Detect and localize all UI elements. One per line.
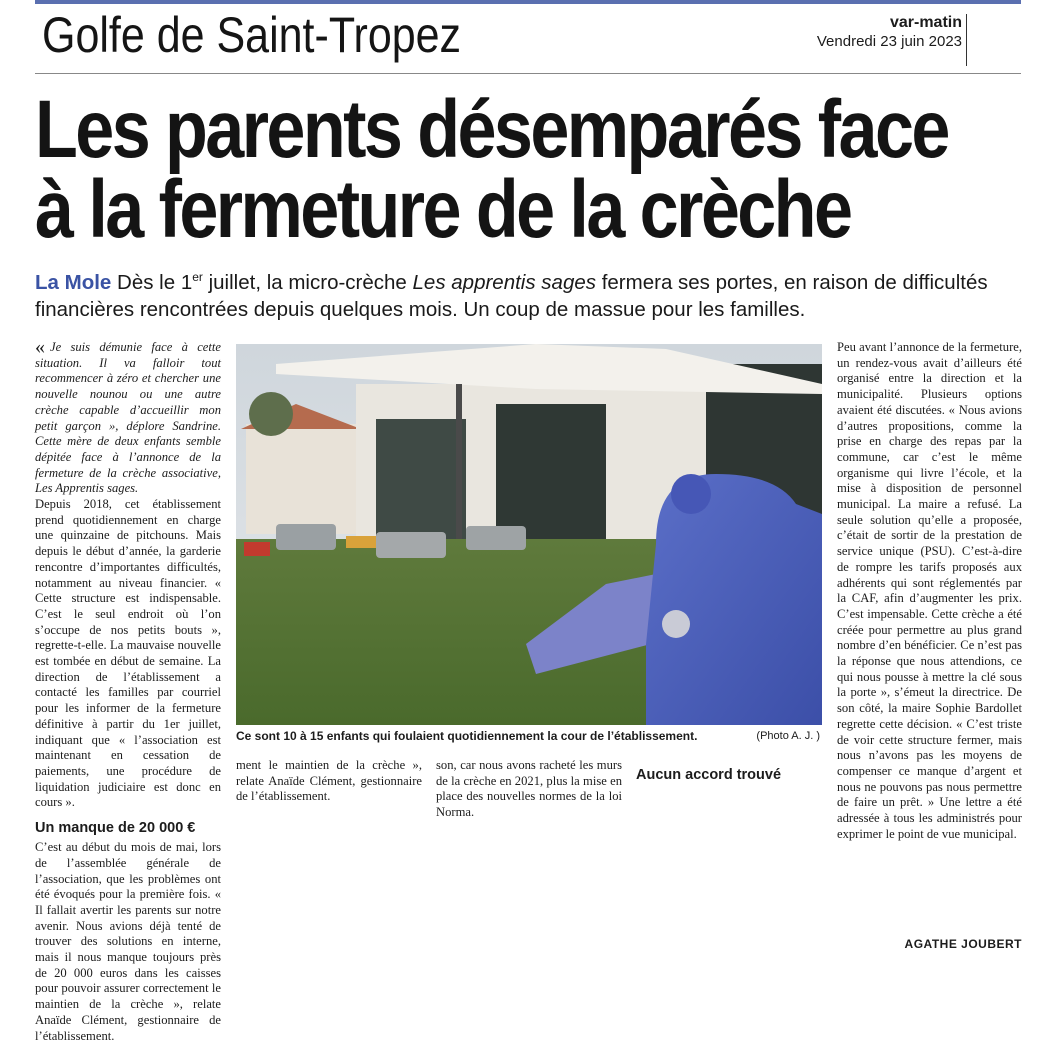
photo-caption xyxy=(236,726,822,746)
paragraph-4-part-2: son, car nous avons racheté les murs de la crèche en 2021, plus la mise en place des nouvelles normes de la loi Norma. xyxy=(436,758,622,820)
neighbour-house xyxy=(246,424,356,534)
article-column-4 xyxy=(636,758,821,787)
standfirst-text-3: fermera ses portes, en raison de difficultés financières rencontrées depuis quelques mois. Un coup de massue pour les familles. xyxy=(35,270,988,321)
standfirst-text-1: Dès le 1 xyxy=(111,270,193,294)
red-toy xyxy=(244,542,270,556)
sail-pole xyxy=(456,384,462,544)
paragraph-4-part-1: ment le maintien de la crèche », relate Anaïde Clément, gestionnaire de l’établissement. xyxy=(236,758,422,804)
article-photo xyxy=(236,344,822,725)
headline-line-2: à la fermeture de la crèche xyxy=(35,164,851,255)
creche-name: Les apprentis sages xyxy=(412,270,597,294)
article-column-5 xyxy=(837,340,1022,843)
play-element-2 xyxy=(376,532,446,558)
opening-quote-mark: « xyxy=(35,336,45,358)
paragraph-6: Peu avant l’annonce de la fermeture, un rendez-vous avait d’ailleurs été organisé entre la direction et la municipalité. Plusieurs options avaient été discutées. « Nous avions d’autres propositions, comme la prise en charge des repas par la commune, car c’est le même organisme qui livre l’école, et la mise à disposition de personnel municipal. La maire a refusé. La seule solution qu’elle a proposée, c’était de sortir de la prestation de service unique (PSU). C’est-à-dire de rompre les tarifs proposés aux adhérents qui sont réglementés par la CAF, afin d’augmenter les prix. C’est impensable. Cette crèche a été créée pour permettre au plus grand nombre d’en bénéficier. Ce n’est pas la réponse que nous attendions, ce qui nous pousse à mettre la clé sous la porte », s’émeut la directrice. De son côté, la maire Sophie Bardollet regrette cette décision. « C’est triste de voir cette structure fermer, mais nous n’avons pas les moyens de compenser ce manque d’argent et nous ne pouvons pas nous permettre de faire un prêt. » Une lettre a été adressée à tous les administrés pour exprimer le point de vue municipal. xyxy=(837,340,1022,841)
photo-credit: (Photo A. J. ) xyxy=(756,730,820,742)
playground-photo xyxy=(236,344,822,725)
headline-line-1: Les parents désemparés face xyxy=(35,84,948,175)
paragraph-3: C’est au début du mois de mai, lors de l’assemblée générale de l’association, que les problèmes ont été évoqués pour la première fois. « Il fallait avertir les parents sur notre avenir. Nous avions déjà tenté de trouver des solutions en interne, mais il nous manque toujours près de 20 000 euros dans les caisses pour pouvoir assurer correctement le maintien de la crèche », relate Anaïde Clément, gestionnaire de l’établissement. xyxy=(35,840,221,1043)
paragraph-2: Depuis 2018, cet établissement prend quotidiennement en charge une quinzaine de pitchouns. Mais depuis le début d’année, la garderie rencontre d’importantes difficultés, notamment au niveau financier. « Cette structure est indispensable. C’est le seul endroit où l’on s’occupe de nos petits bouts », regrette-t-elle. La mauvaise nouvelle est tombée en début de semaine. La direction de l’établissement a contacté les familles par courriel pour les informer de la fermeture définitive à partir du 1er juillet, indiquant que « l’association est maintenant en cessation de paiements, une procédure de liquidation judiciaire est donc en cours ». xyxy=(35,497,221,810)
subheading-1: Un manque de 20 000 € xyxy=(35,820,196,837)
blue-bear-rocker xyxy=(646,474,822,725)
publication-date: Vendredi 23 juin 2023 xyxy=(816,33,962,50)
standfirst-ordinal: er xyxy=(192,270,203,284)
masthead xyxy=(817,14,962,51)
headline xyxy=(35,84,948,255)
tree xyxy=(249,392,293,436)
paragraph-1-text: Je suis démunie face à cette situation. Il va falloir tout recommencer à zéro et chercher une nouvelle nounou ou une autre crèche capable d’accueillir mon petit garçon », déplore Sandrine. Cette mère de deux enfants semble dépitée face à l’annonce de la fermeture de la crèche associative, Les Apprentis sages. xyxy=(35,340,221,496)
author-signature: AGATHE JOUBERT xyxy=(904,937,1022,951)
window-left xyxy=(376,419,466,539)
play-element-3 xyxy=(466,526,526,550)
play-element-1 xyxy=(276,524,336,550)
header-rule xyxy=(35,73,1021,74)
article-column-1 xyxy=(35,336,221,1044)
subheading-2: Aucun accord trouvé xyxy=(636,767,782,783)
bear-ear xyxy=(671,474,711,514)
section-title: Golfe de Saint-Tropez xyxy=(42,7,462,63)
newspaper-name: var-matin xyxy=(889,14,962,31)
article-column-2 xyxy=(236,758,422,805)
article-column-3 xyxy=(436,758,622,821)
caption-text: Ce sont 10 à 15 enfants qui foulaient quotidiennement la cour de l’établissement. xyxy=(236,729,698,743)
bear-bolt xyxy=(662,610,690,638)
masthead-divider xyxy=(966,14,967,66)
paragraph-opening xyxy=(35,336,221,497)
dateline-place: La Mole xyxy=(35,270,112,294)
window-center xyxy=(496,404,606,539)
standfirst-text-2: juillet, la micro-crèche xyxy=(202,270,413,294)
standfirst xyxy=(35,264,1025,323)
orange-bench xyxy=(346,536,376,548)
